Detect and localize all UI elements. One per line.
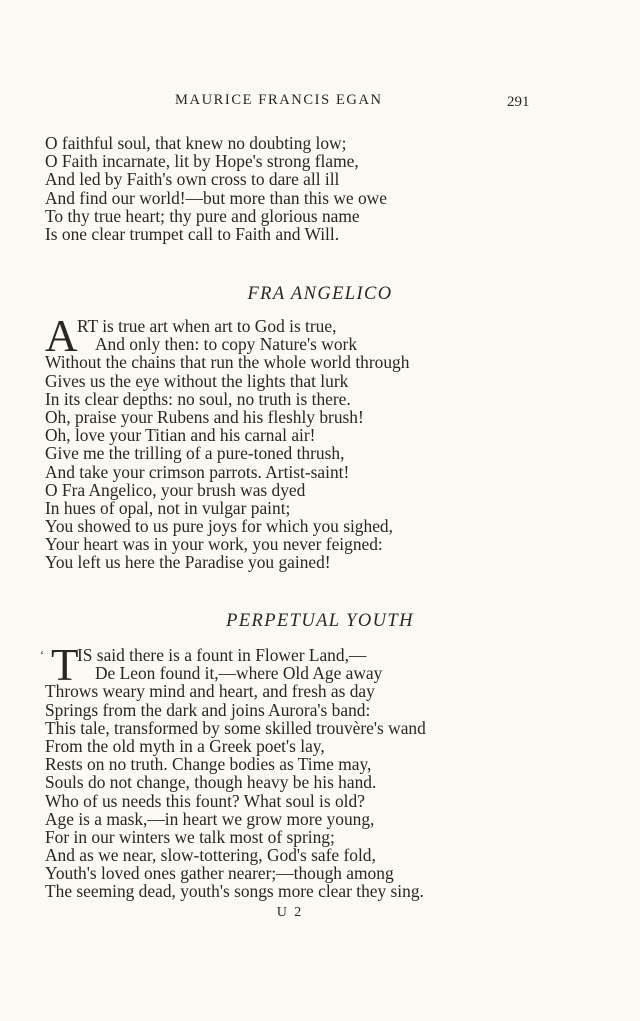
- page-header: [0, 92, 640, 112]
- opening-quote-mark: ‘: [40, 648, 44, 662]
- poem-line: Springs from the dark and joins Aurora's band:: [45, 699, 371, 720]
- poem-line: Is one clear trumpet call to Faith and Will.: [45, 223, 340, 244]
- drop-cap: T: [51, 640, 79, 690]
- poem-line: In hues of opal, not in vulgar paint;: [45, 497, 291, 518]
- poem-line: O Faith incarnate, lit by Hope's strong flame,: [45, 151, 359, 172]
- poem-fra-angelico: [45, 311, 605, 573]
- poem-line: To thy true heart; thy pure and glorious name: [45, 205, 360, 226]
- closing-stanza: [45, 134, 605, 243]
- poem-line: And find our world!—but more than this we owe: [45, 187, 387, 208]
- poem-line: Rests on no truth. Change bodies as Time may,: [45, 754, 372, 775]
- signature-mark: U 2: [276, 905, 304, 920]
- poem-line: Oh, love your Titian and his carnal air!: [45, 425, 316, 446]
- poem-line: For in our winters we talk most of spring;: [45, 826, 335, 847]
- poem-line: Throws weary mind and heart, and fresh as day: [45, 681, 375, 702]
- drop-cap: A: [45, 311, 78, 361]
- poem-line: And led by Faith's own cross to dare all ill: [45, 169, 340, 190]
- running-title: MAURICE FRANCIS EGAN: [175, 92, 383, 108]
- poem-line: And take your crimson parrots. Artist-saint!: [45, 461, 350, 482]
- poem-line: Who of us needs this fount? What soul is old?: [45, 790, 365, 811]
- poem-line: IS said there is a fount in Flower Land,—: [77, 645, 367, 665]
- poem-line: The seeming dead, youth's songs more clear they sing.: [45, 881, 424, 902]
- poem-line: And only then: to copy Nature's work: [95, 334, 358, 355]
- poem-line: Oh, praise your Rubens and his fleshly brush!: [45, 406, 364, 427]
- poem-line: This tale, transformed by some skilled trouvère's wand: [45, 717, 426, 738]
- poem-line: Give me the trilling of a pure-toned thrush,: [45, 443, 345, 464]
- poem-line: O faithful soul, that knew no doubting low;: [45, 133, 347, 153]
- poem-line: From the old myth in a Greek poet's lay,: [45, 735, 325, 756]
- poem-line: RT is true art when art to God is true,: [77, 316, 337, 336]
- opening-lines: [45, 311, 605, 361]
- poem-title-fra-angelico: FRA ANGELICO: [247, 284, 393, 304]
- poem-line: You left us here the Paradise you gained!: [45, 552, 331, 573]
- poem-line: You showed to us pure joys for which you sighed,: [45, 516, 393, 537]
- poem-line: Without the chains that run the whole world through: [45, 352, 410, 373]
- poem-title-perpetual-youth: PERPETUAL YOUTH: [226, 611, 414, 631]
- poem-line: Your heart was in your work, you never feigned:: [45, 534, 383, 555]
- opening-lines: [40, 640, 605, 690]
- page-number: 291: [507, 94, 530, 110]
- poem-line: De Leon found it,—where Old Age away: [95, 663, 383, 684]
- poem-line: Age is a mask,—in heart we grow more young,: [45, 808, 375, 829]
- poem-line: And as we near, slow-tottering, God's safe fold,: [45, 845, 376, 866]
- poem-line: Youth's loved ones gather nearer;—though among: [45, 863, 394, 884]
- poem-line: Souls do not change, though heavy be his hand.: [45, 772, 377, 793]
- poem-line: Gives us the eye without the lights that lurk: [45, 370, 349, 391]
- poem-perpetual-youth: [40, 640, 605, 902]
- poem-line: In its clear depths: no soul, no truth is there.: [45, 388, 351, 409]
- poem-line: O Fra Angelico, your brush was dyed: [45, 479, 306, 500]
